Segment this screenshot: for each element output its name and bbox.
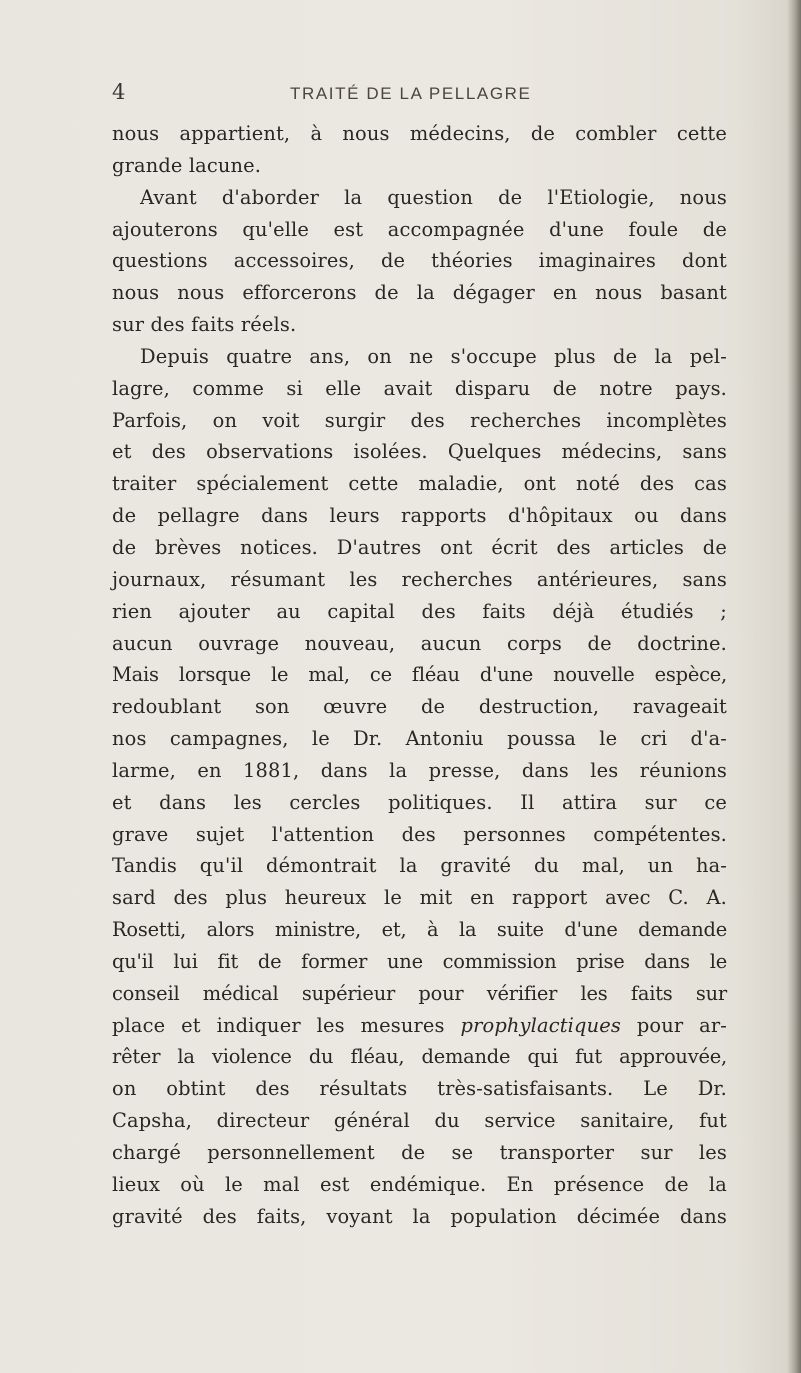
text-segment: pour ar- bbox=[636, 1013, 727, 1037]
text-line: Depuis quatre ans, on ne s'occupe plus de la pel- bbox=[140, 344, 727, 368]
text-line: sur des faits réels. bbox=[112, 313, 297, 337]
text-line: conseil médical supérieur pour vérifier les faits sur bbox=[112, 981, 727, 1005]
text-line: nous nous efforcerons de la dégager en nous basant bbox=[112, 281, 727, 305]
text-line: de brèves notices. D'autres ont écrit des articles de bbox=[112, 535, 727, 559]
page-header bbox=[0, 80, 801, 110]
text-line: et des observations isolées. Quelques médecins, sans bbox=[112, 440, 727, 464]
text-line: de pellagre dans leurs rapports d'hôpitaux ou dans bbox=[112, 504, 727, 528]
text-line: lieux où le mal est endémique. En présence de la bbox=[112, 1172, 727, 1196]
text-line: gravité des faits, voyant la population décimée dans bbox=[112, 1204, 727, 1228]
text-line: Parfois, on voit surgir des recherches incomplètes bbox=[112, 408, 727, 432]
text-line: traiter spécialement cette maladie, ont noté des cas bbox=[112, 472, 727, 496]
text-line: lagre, comme si elle avait disparu de notre pays. bbox=[112, 376, 727, 400]
text-line: grande lacune. bbox=[112, 153, 262, 177]
text-line: nous appartient, à nous médecins, de combler cette bbox=[112, 122, 727, 145]
text-line: larme, en 1881, dans la presse, dans les réunions bbox=[112, 758, 727, 782]
text-line: Avant d'aborder la question de l'Etiologie, nous bbox=[140, 185, 727, 209]
text-line: Capsha, directeur général du service sanitaire, fut bbox=[112, 1109, 727, 1133]
text-line: redoublant son œuvre de destruction, ravageait bbox=[112, 695, 727, 719]
text-line: aucun ouvrage nouveau, aucun corps de doctrine. bbox=[112, 631, 727, 655]
text-line: Tandis qu'il démontrait la gravité du mal, un ha- bbox=[112, 854, 727, 878]
text-line: ajouterons qu'elle est accompagnée d'une foule de bbox=[112, 217, 727, 241]
page-edge-shadow bbox=[787, 0, 801, 1373]
text-line: rien ajouter au capital des faits déjà étudiés ; bbox=[112, 599, 727, 623]
text-line: Rosetti, alors ministre, et, à la suite d'une demande bbox=[112, 918, 727, 942]
body-text bbox=[112, 118, 727, 1233]
text-line: on obtint des résultats très-satisfaisants. Le Dr. bbox=[112, 1077, 727, 1101]
page-number: 4 bbox=[112, 80, 126, 104]
text-line: chargé personnellement de se transporter sur les bbox=[112, 1141, 727, 1164]
text-line: qu'il lui fit de former une commission prise dans le bbox=[112, 949, 727, 973]
italic-term: prophylactiques bbox=[460, 1013, 621, 1037]
text-line: et dans les cercles politiques. Il attira sur ce bbox=[112, 790, 727, 814]
text-line: sard des plus heureux le mit en rapport avec C. A. bbox=[112, 886, 727, 910]
text-line: journaux, résumant les recherches antérieures, sans bbox=[112, 567, 727, 591]
text-line: nos campagnes, le Dr. Antoniu poussa le cri d'a- bbox=[112, 727, 727, 751]
text-line: grave sujet l'attention des personnes compétentes. bbox=[112, 822, 727, 846]
text-line: rêter la violence du fléau, demande qui fut approuvée, bbox=[112, 1045, 727, 1069]
running-title: TRAITÉ DE LA PELLAGRE bbox=[290, 84, 532, 103]
text-line: Mais lorsque le mal, ce fléau d'une nouvelle espèce, bbox=[112, 663, 727, 687]
text-line: questions accessoires, de théories imaginaires dont bbox=[112, 249, 727, 273]
text-segment: place et indiquer les mesures bbox=[112, 1013, 445, 1037]
text-line-with-italic bbox=[112, 1010, 727, 1042]
